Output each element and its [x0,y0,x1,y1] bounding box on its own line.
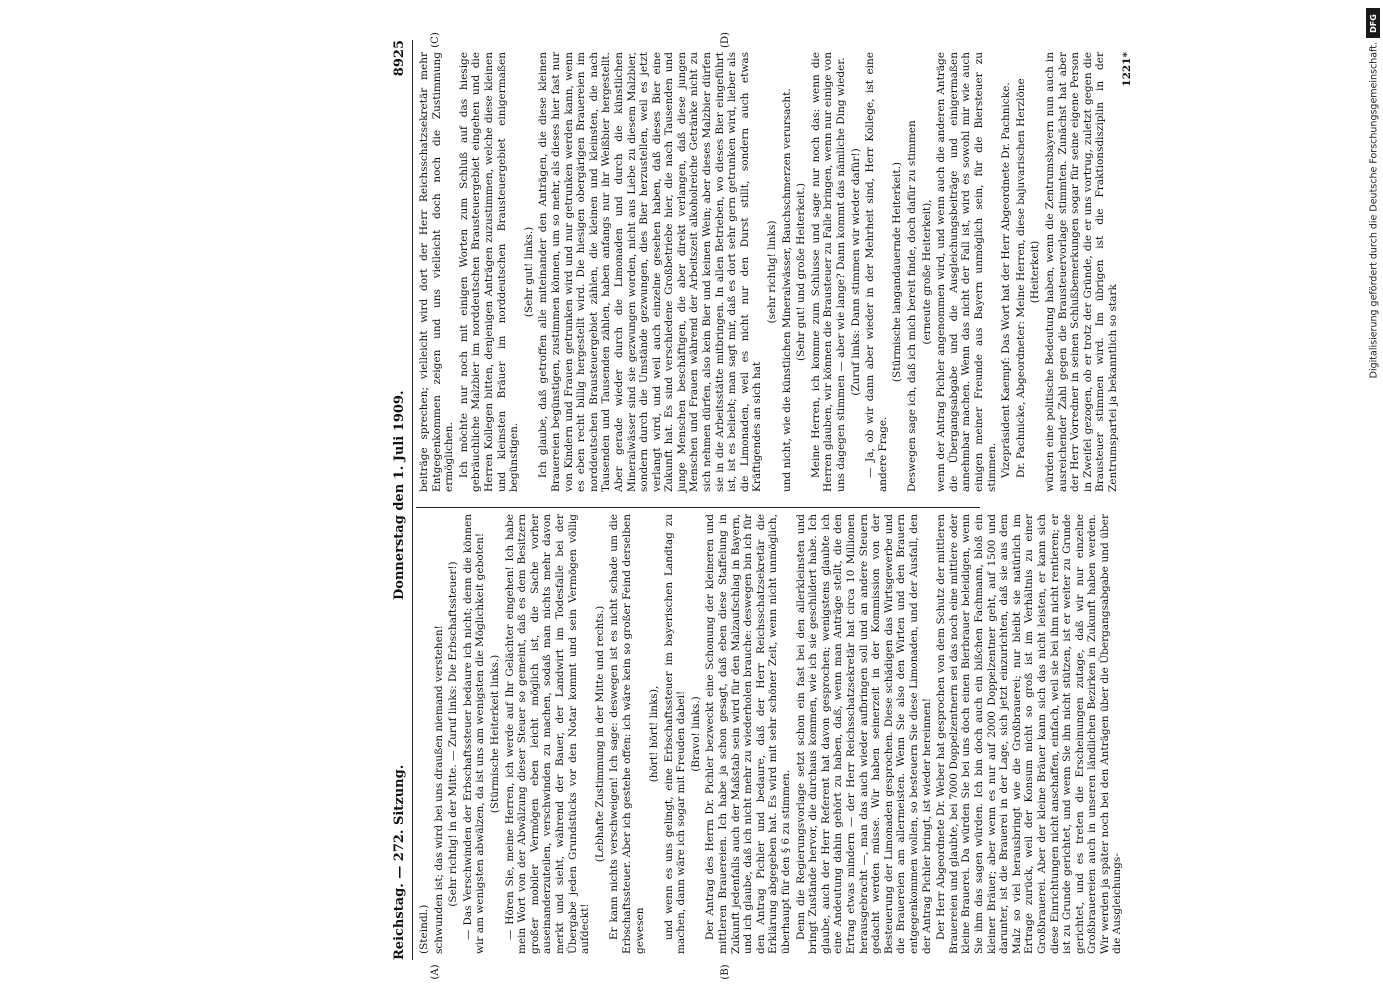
dfg-logo [1366,8,1380,38]
interjection: (Heiterkeit) [1029,240,1042,304]
interjection: (Lebhafte Zustimmung in der Mitte und rechts.) [593,605,606,863]
paragraph: würden eine politische Bedeutung haben, wenn die Zentrumsbayern nun auch in ausreichender Zahl gegen die Brausteuervorlage stimmten. Zunächst hat aber der Herr Vorredner in seinen Schlußbemerkungen sogar für seine eigene Person in Zweifel gezogen, ob er trotz der Gründe, die er uns vortrug, zuletzt gegen die Brausteuer stimmen wird. Im übrigen ist die Fraktionsdisziplin in der Zentrumspartei ja bekanntlich so stark [1043,52,1119,492]
interjection: (Sehr gut! links.) [522,226,535,318]
left-text-column [418,514,1126,954]
interjection: (Bravo! links.) [689,696,702,772]
header-left: Reichstag. — 272. Sitzung. [392,764,407,960]
header-rule [412,40,413,960]
signature-mark: 1221* [1121,52,1134,87]
digitization-credit [1366,42,1382,742]
margin-marker-a: (A) [430,964,441,980]
paragraph: Der Antrag des Herrn Dr. Pichler bezweckt eine Schonung der kleineren und mittleren Brauereien. Ich habe ja schon gesagt, daß eben diese Staffelung in Zukunft jedenfalls auch der Maßstab sein wird für den Malzaufschlag in Bayern, und ich glaube, daß ich nicht mehr zu wiederholen brauche: deswegen bin ich für den Antrag Pichler und bedaure, daß der Herr Reichsschatzsekretär die Erklärung abgegeben hat. Es wird mit sehr schöner Zeit, wenn nicht unmöglich, überhaupt für den § 6 zu stimmen. [704,514,793,954]
interjection: (Stürmische Heiterkeit links.) [488,654,501,814]
rotated-document-page [390,32,1134,980]
margin-marker-c: (C) [430,32,441,48]
margin-marker-b: (B) [720,964,731,980]
interjection: (Zuruf links: Dann stimmen wir wieder dafür!) [849,148,862,396]
paragraph: beiträge sprechen; vielleicht wird dort der Herr Reichsschatzsekretär mehr Entgegenkommen zeigen und uns vielleicht doch noch die Zustimmung ermöglichen. [418,52,456,492]
interjection: (sehr richtig! links) [766,220,779,324]
dfg-logo-text: DFG [1368,13,1378,33]
paragraph: — Ja, ob wir dann aber wieder in der Mehrheit sind, Herr Kollege, ist eine andere Frage. [864,52,889,492]
paragraph: schwunden ist; das wird bei uns draußen niemand verstehen! [432,625,445,954]
interjection: (hört! hört! links), [648,685,661,783]
credit-text: Digitalisierung gefördert durch die Deutsche Forschungsgemeinschaft. [1368,42,1380,379]
paragraph: — Hören Sie, meine Herren, ich werde auf Ihr Gelächter eingehen! Ich habe mein Wort von der Abwälzung dieser Steuer so gemeint, daß es dem Besitzern großer mobiler Vermögen eben leicht möglich ist, die Sache vorher auseinanderzuteilen, verschwinden zu machen, sodaß man nichts mehr davon merkt und sieht, während der Bauer, der Landwirt im Todesfalle bei der Übergabe jeden Grundstücks vor den Notar kommt und sein Vermögen völlig aufdeckt! [503,514,592,954]
header-date: Donnerstag den 1. Juli 1909. [392,390,407,600]
paragraph: Ich möchte nur noch mit einigen Worten zum Schluß auf das hiesige gebräuchliche Malzbier im norddeutschen Brausteuergebiet eingehen und die Herren Kollegen bitten, denjenigen Anträgen zuzustimmen, welche diese kleinen und kleinsten Bräuer im norddeutschen Brausteuergebiet einigermaßen begünstigen. [457,52,521,492]
paragraph: Ich glaube, daß getroffen alle miteinander den Anträgen, die diese kleinen Brauereien begünstigen, zustimmen können, um so mehr, als dieses hier fast nur von Kindern und Frauen getrunken wird und nur getrunken werden kann, wenn es eben recht billig hergestellt wird. Die hiesigen obergärigen Brauereien im norddeutschen Brausteuergebiet zählen, die kleinen und kleinsten, die nach Tausenden und Tausenden zählen, haben anfangs nur ihr Weißbier hergestellt. Aber gerade wieder durch die Limonaden und durch die künstlichen Mineralwässer sind sie gezwungen worden, nicht aus Liebe zu diesem Malzbier, sondern durch die Umstände gezwungen, dies Bier herzustellen, weil es jetzt verlangt wird, und weil auch einzelne gesehen haben, daß dieses Bier eine Zukunft hat. Es sind verschiedene Großbetriebe hier, die nach Tausenden und junge Menschen beschäftigen, die aber direkt verlangen, daß diese jungen Menschen und Frauen während der Arbeitszeit alkoholreiche Getränke nicht zu sich nehmen dürfen, also kein Bier und keinen Wein; aber dieses Malzbier dürfen sie in die Arbeitsstätte mitbringen. In allen Betrieben, wo dieses Bier eingeführt ist, ist es beliebt; man sagt mir, daß es dort sehr gern getrunken wird, lieber als die Limonaden, weil es nicht nur den Durst stillt, sondern auch etwas Kräftigendes an sich hat [537,52,764,492]
page-number: 8925 [392,40,407,77]
paragraph: Denn die Regierungsvorlage setzt schon ein fast bei den allerkleinsten und bringt Zustände hervor, die durchaus kommen, wie ich sie geschildert habe. Ich glaube, auch der Herr Referent hat davon gesprochen; wenigstens glaubte ich eine Andeutung dahin gehört zu haben, daß, wenn man Anträge stellt, die den Ertrag etwas mindern — der Herr Reichsschatzsekretär hat circa 10 Millionen herausgebracht —, man das auch wieder aufbringen soll und an andere Steuern gedacht werden müsse. Wir haben seinerzeit in der Kommission von der Besteuerung der Limonaden gesprochen. Diese schädigen das Wirtsgewerbe und die Brauereien am allermeisten. Wenn Sie also den Wirten und den Brauern entgegenkommen wollen, so besteuern Sie diese Limonaden, und der Ausfall, den der Antrag Pichler bringt, ist wieder hereinnen! [794,514,933,954]
right-text-column [418,52,1136,492]
interjection: (Sehr gut! und große Heiterkeit.) [795,183,808,361]
paragraph: wenn der Antrag Pichler angenommen wird, und wenn auch die anderen Anträge die Übergangsabgabe und die Ausgleichungsbeiträge und einigermaßen annehmbar machen. Wenn das nicht der Fall ist, wird es sowohl mir wie auch einigen meiner Freunde aus Bayern unmöglich sein, für die Biersteuer zu stimmen. [935,52,998,492]
paragraph: Deswegen sage ich, daß ich mich bereit finde, doch dafür zu stimmen [905,120,918,492]
running-header [390,40,412,960]
paragraph: (Steindl.) [418,904,430,954]
column-divider [416,507,980,508]
paragraph: Dr. Pachnicke, Abgeordneter: Meine Herren, diese bajuvarischen Herzlöne [1014,78,1027,478]
interjection: (erneute große Heiterkeit), [920,199,933,345]
margin-marker-d: (D) [720,32,731,48]
paragraph: Der Herr Abgeordnete Dr. Weber hat gesprochen von dem Schutz der mittleren Brauereien und glaubte, bei 7000 Doppelzentnern sei das noch eine mittlere oder kleine Brauerei. Da würden Sie bei uns doch einen Bierbrauer beleidigen, wenn Sie ihm das sagen würden. Ich bin doch auch ein bißchen Fachmann, bloß ein kleiner Bräuer; aber wenn es nur auf 2000 Doppelzentner geht, auf 1500 und darunter, ist die Brauerei in der Lage, sich jetzt einzurichten, daß sie aus dem Malz so viel herausbringt wie die Großbrauerei; nur bleibt sie natürlich im Ertrage zurück, weil der Konsum nicht so groß ist im Verhältnis zu einer Großbrauerei. Aber der kleine Bräuer kann sich das nicht leisten, er kann sich diese Einrichtungen nicht anschaffen, einfach, weil sie bei ihm nicht rentieren; er ist zu Grunde gerichtet, und wenn Sie ihn nicht stützen, ist er weiter zu Grunde gerichtet, und es treten die Erscheinungen zutage, daß wir nur einzelne Großbrauereien auch in unseren ländlichen Bezirken in Zukunft haben werden. Wir werden ja später noch bei den Anträgen über die Übergangsabgabe und über die Ausgleichungs- [935,514,1124,954]
interjection: (Sehr richtig! in der Mitte. — Zuruf links: Die Erbschaftssteuer!) [447,561,460,907]
paragraph: und nicht, wie die künstlichen Mineralwässer, Bauchschmerzen verursacht. [780,88,793,492]
paragraph: und wenn es uns gelingt, eine Erbschaftssteuer im bayerischen Landtag zu machen, dann wäre ich sogar mit Freuden dabei! [662,514,688,954]
paragraph: Meine Herren, ich komme zum Schlusse und sage nur noch das: wenn die Herren glauben, wir können die Brausteuer zu Falle bringen, wenn nur einige von uns dagegen stimmen — aber wie lange? Dann kommt das nämliche Ding wieder. [809,52,847,492]
interjection: (Stürmische langandauernde Heiterkeit.) [891,161,904,383]
paragraph: Vizepräsident Kaempf: Das Wort hat der Herr Abgeordnete Dr. Pachnicke. [1000,82,1013,478]
paragraph: Er kann nichts verschweigen! Ich sage: deswegen ist es nicht schade um die Erbschaftssteuer. Aber ich gestehe offen: ich wäre kein so großer Feind derselben gewesen [608,514,646,954]
paragraph: — Das Verschwinden der Erbschaftssteuer bedaure ich nicht; denn die können wir am wenigsten abwälzen, da ist uns am wenigsten die Möglichkeit geboten! [461,514,487,954]
